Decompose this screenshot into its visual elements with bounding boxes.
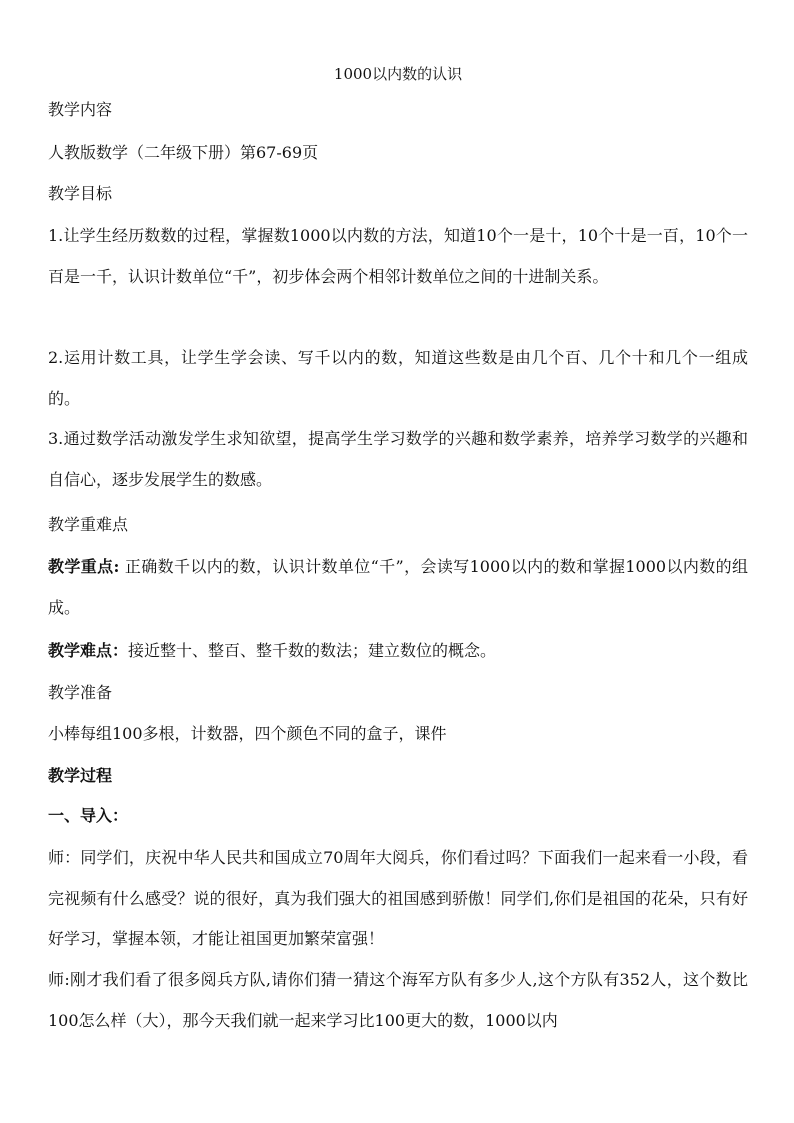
goal-2: 2.运用计数工具，让学生学会读、写千以内的数，知道这些数是由几个百、几个十和几个一组成的。: [48, 348, 748, 408]
process-heading: 教学过程: [48, 766, 113, 785]
key-heading: 教学重难点: [48, 515, 129, 534]
difficulty-text: 接近整十、整百、整千数的数法；建立数位的概念。: [128, 641, 497, 660]
difficulty-label: 教学难点：: [48, 641, 129, 660]
teacher-paragraph-2: 师:刚才我们看了很多阅兵方队,请你们猜一猜这个海军方队有多少人,这个方队有352人，这个数比100怎么样（大），那今天我们就一起来学习比100更大的数，1000以内: [48, 970, 748, 1030]
content-heading: 教学内容: [48, 100, 113, 119]
key-point-text: 正确数千以内的数，认识计数单位“千”，会读写1000以内的数和掌握1000以内数的组成。: [48, 557, 748, 617]
document-title: 1000以内数的认识: [333, 65, 463, 83]
goal-1: 1.让学生经历数数的过程，掌握数1000以内数的方法，知道10个一是十，10个十是一百，10个一百是一千，认识计数单位“千”，初步体会两个相邻计数单位之间的十进制关系。: [48, 226, 748, 286]
prep-text: 小棒每组100多根，计数器，四个颜色不同的盒子，课件: [48, 724, 447, 743]
prep-heading: 教学准备: [48, 683, 113, 702]
key-point-colon: :: [113, 557, 120, 576]
key-point-label: 教学重点: [48, 557, 114, 576]
teacher-paragraph-1: 师：同学们，庆祝中华人民共和国成立70周年大阅兵，你们看过吗？下面我们一起来看一小段，看完视频有什么感受？说的很好，真为我们强大的祖国感到骄傲！同学们,你们是祖国的花朵，只有好好学习，掌握本领，才能让祖国更加繁荣富强！: [48, 848, 748, 948]
goal-3: 3.通过数学活动激发学生求知欲望，提高学生学习数学的兴趣和数学素养，培养学习数学的兴趣和自信心，逐步发展学生的数感。: [48, 429, 748, 489]
goals-heading: 教学目标: [48, 184, 113, 203]
difficulty: [48, 641, 748, 661]
intro-heading: 一、导入：: [48, 806, 129, 825]
content-text: 人教版数学（二年级下册）第67-69页: [48, 143, 319, 162]
key-point: [48, 547, 748, 628]
